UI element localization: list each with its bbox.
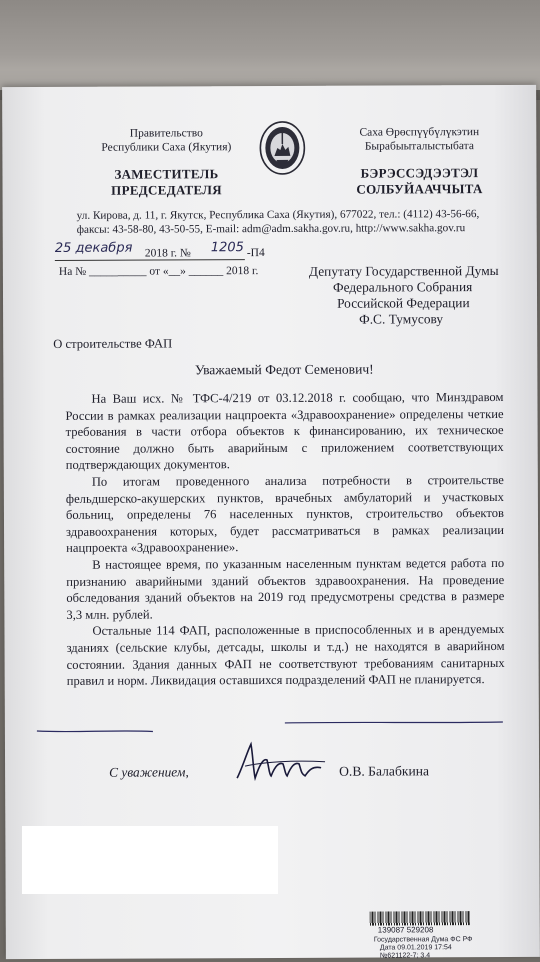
paragraph-4: Остальные 114 ФАП, расположенные в приспособленных и в арендуемых зданиях (сельские клубы, детсады, школы и т.д.) не находятся в аварийном состоянии. Здания данных ФАП не соответствуют требованиям санитарных правил и норм. Ликвидация оставшихся подразделений ФАП не планируется. xyxy=(66,621,504,689)
handwritten-date: 25 декабря xyxy=(55,241,133,256)
stamp-line2: Дата 09.01.2019 17:54 xyxy=(380,944,452,952)
stamp-line3: №621122-7; 3.4 xyxy=(380,952,430,960)
right-title-line1: БЭРЭССЭДЭЭТЭЛ xyxy=(334,165,504,181)
registration-underline xyxy=(55,259,245,261)
salutation: Уважаемый Федот Семенович! xyxy=(65,361,503,379)
redacted-area xyxy=(22,826,278,894)
registration-suffix: -П4 xyxy=(247,246,265,260)
pen-underline xyxy=(35,719,505,735)
closing: С уважением, xyxy=(109,764,189,780)
address-line2: факсы: 43-58-80, 43-50-55, E-mail: adm@adm.sakha.gov.ru, http://www.sakha.gov.ru xyxy=(77,221,466,237)
paragraph-1: На Ваш исх. № ТФС-4/219 от 03.12.2018 г. сообщаю, что Минздравом России в рамках реализации нацпроекта «Здравоохранение» определены четкие требования в части отбора объектов к финансированию, их техническое состояние должно быть аварийным с приложением соответствующих подтверждающих документов. xyxy=(65,389,503,474)
barcode-number: 139087 529208 xyxy=(378,926,434,934)
handwritten-signature-icon xyxy=(233,738,329,786)
right-org-line1: Саха Өрөспүүбүлүкэтин xyxy=(334,125,504,140)
reference-line: На № __________ от «__» ______ 2018 г. xyxy=(59,264,258,279)
addressee-line4: Ф.С. Тумусову xyxy=(359,311,443,327)
right-title-line2: СОЛБУЙААЧЧЫТА xyxy=(335,181,505,197)
registration-stamp xyxy=(370,911,470,951)
left-title-line1: ЗАМЕСТИТЕЛЬ xyxy=(86,166,246,182)
addressee-line2: Федерального Собрания xyxy=(333,279,472,296)
paragraph-2: По итогам проведенного анализа потребности в строительстве фельдшерско-акушерских пунктов, врачебных амбулаторий и участковых больниц, определены 76 населенных пунктов, строительство объектов здравоохранения которых, будет рассматриваться в рамках реализации нацпроекта «Здравоохранение». xyxy=(66,472,504,557)
addressee-line1: Депутату Государственной Думы xyxy=(309,263,499,280)
signatory-name: О.В. Балабкина xyxy=(339,763,429,779)
right-org-line2: Бырабыыталыстыбата xyxy=(334,139,504,154)
barcode-icon xyxy=(370,911,470,925)
addressee-line3: Российской Федерации xyxy=(337,295,470,312)
paragraph-3: В настоящее время, по указанным населенным пунктам ведется работа по признанию аварийными зданий объектов здравоохранения. На проведение обследования зданий объектов на 2019 год предусмотрены средства в размере 3,3 млн. рублей. xyxy=(66,555,504,623)
coat-of-arms-icon xyxy=(258,118,306,176)
handwritten-number: 1205 xyxy=(211,240,244,255)
subject-line: О строительстве ФАП xyxy=(53,336,172,352)
left-org-line1: Правительство xyxy=(86,126,246,141)
stamp-line1: Государственная Дума ФС РФ xyxy=(374,936,473,944)
address-line1: ул. Кирова, д. 11, г. Якутск, Республика Саха (Якутия), 677022, тел.: (4112) 43-56-66, xyxy=(77,207,480,223)
registration-year: 2018 г. № xyxy=(145,246,191,260)
left-title-line2: ПРЕДСЕДАТЕЛЯ xyxy=(87,182,247,198)
letter-body xyxy=(65,389,504,690)
left-org-line2: Республики Саха (Якутия) xyxy=(76,140,256,155)
